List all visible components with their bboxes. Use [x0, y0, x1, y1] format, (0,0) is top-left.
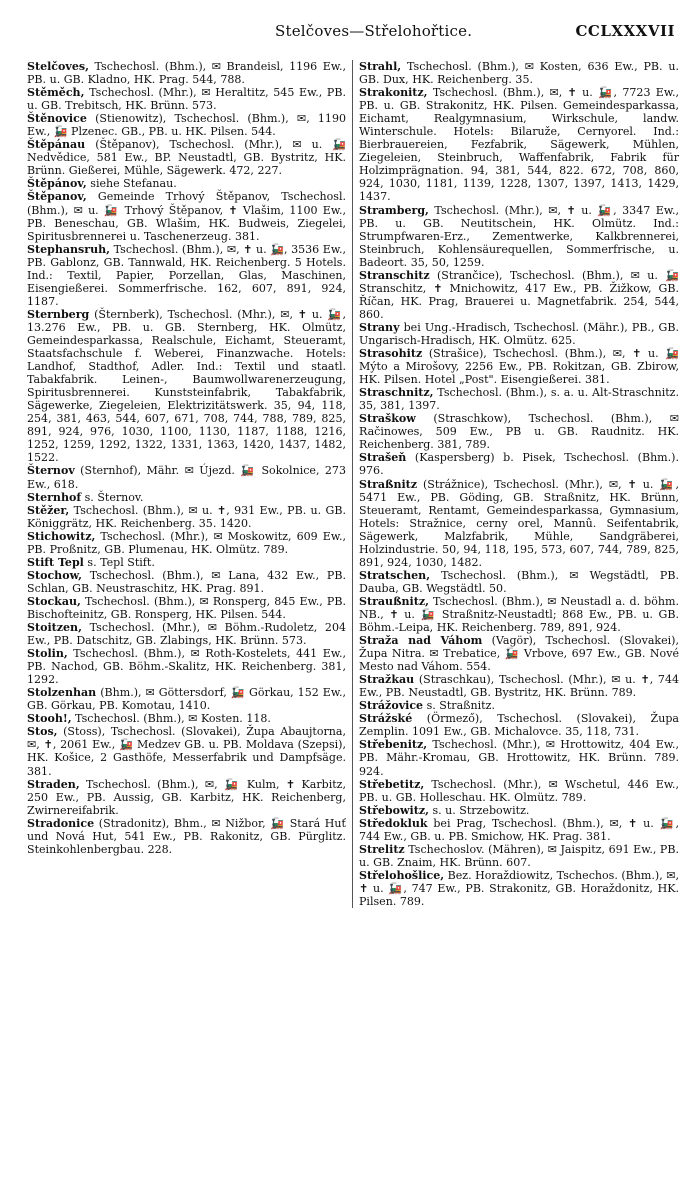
entry-text: Tschechosl. (Mhr.), ✉ Hrottowitz, 404 Ew., PB. Mähr.-Kromau, GB. Hrottowitz, HK. Brünn. 789. 924.: [359, 738, 679, 778]
entry-headword: Stockau,: [27, 594, 81, 608]
entry-headword: Štěpánov,: [27, 177, 87, 191]
gazetteer-entry: [359, 804, 679, 817]
gazetteer-entry: [27, 621, 346, 647]
entry-text: Tschechosl. (Bhm.), ✉ Lana, 432 Ew., PB. Schlan, GB. Neustraschitz, HK. Prag. 891.: [27, 568, 346, 595]
entry-text: bei Ung.-Hradisch, Tschechosl. (Mähr.), PB., GB. Ungarisch-Hradisch, HK. Olmütz. 625.: [359, 320, 679, 347]
running-title: Stelčoves—Střelohořtice.: [275, 22, 473, 40]
entry-headword: Straden,: [27, 777, 80, 791]
left-column: [27, 60, 353, 908]
gazetteer-entry: [27, 60, 346, 86]
entry-text: Gemeinde Trhový Štěpanov, Tschechosl. (Bhm.), ✉ u. 🚂 Trhový Štěpanov, ✝ Vlašim, 1100 Ew., PB. Beneschau, GB. Wlašim, HK. Budweis, Ziegelei, Spiritusbrennerei u. Taschenerzeug. 381.: [27, 190, 346, 243]
entry-headword: Stolzenhan: [27, 686, 97, 700]
entry-text: Tschechosl. (Bhm.), ✉ u. ✝, 931 Ew., PB. u. GB. Königgrätz, HK. Reichenberg. 35. 1420.: [27, 503, 346, 530]
entry-text: Tschechosl. (Bhm.), ✉ Kosten. 118.: [71, 712, 271, 726]
entry-headword: Střelohošlice,: [359, 868, 445, 882]
gazetteer-entry: [359, 817, 679, 843]
entry-text: (Örmező), Tschechosl. (Slovakei), Župa Zemplin. 1091 Ew., GB. Michalovce. 35, 118, 731.: [359, 712, 679, 739]
gazetteer-entry: [359, 634, 679, 673]
entry-text: (Šternberk), Tschechosl. (Mhr.), ✉, ✝ u. 🚂, 13.276 Ew., PB. u. GB. Sternberg, HK. Olmütz, Gemeindesparkassa, Realschule, Eichamt, Steueramt, Staatsfachschule f. Weberei, Finanzwache. Hotels: Landhof, Stadthof, Adler. Ind.: Textil und staatl. Tabakfabrik. Leinen-, Baumwollwarenerzeugung, Spiritusbrennerei. Kunststeinfabrik, Tabakfabrik, Sägewerke, Ziegeleien, Elektrizitätswerk. 35, 94, 118, 254, 381, 463, 544, 607, 671, 708, 744, 788, 789, 825, 891, 924, 976, 1030, 1100, 1130, 1187, 1188, 1216, 1252, 1259, 1292, 1322, 1331, 1363, 1420, 1437, 1482, 1522.: [27, 307, 346, 465]
entry-text: s. Straßnitz.: [423, 699, 495, 713]
entry-headword: Středokluk: [359, 816, 428, 830]
entry-text: Tschechosl. (Bhm.), ✉ Wegstädtl, PB. Dauba, GB. Wegstädtl. 50.: [359, 568, 679, 595]
entry-text: Tschechosl. (Bhm.), ✉, ✝ u. 🚂, 3536 Ew., PB. Gablonz, GB. Tannwald, HK. Reichenberg. 5 Hotels. Ind.: Textil, Papier, Porzellan, Glas, Maschinen, Eisengießerei. Sommerfrische. 162, 607, 891, 924, 1187.: [27, 242, 346, 308]
entry-text: Tschechosl. (Bhm.), ✉, 🚂 Kulm, ✝ Karbitz, 250 Ew., PB. Aussig, GB. Karbitz, HK. Reichenberg, Zwirnereifabrik.: [27, 777, 346, 817]
entry-text: s. u. Strzebowitz.: [428, 803, 530, 817]
right-column: [353, 60, 679, 908]
entry-headword: Strelitz: [359, 842, 405, 856]
gazetteer-entry: [359, 569, 679, 595]
entry-headword: Stěžer,: [27, 503, 70, 517]
gazetteer-entry: [359, 738, 679, 777]
entry-text: Tschechosl. (Bhm.), ✉ Roth-Kostelets, 441 Ew., PB. Nachod, GB. Böhm.-Skalitz, HK. Reichenberg. 381, 1292.: [27, 647, 346, 687]
entry-text: Tschechosl. (Bhm.), ✉ Ronsperg, 845 Ew., PB. Bischofteinitz, GB. Ronsperg, HK. Pilsen. 544.: [27, 594, 346, 621]
entry-text: (Strážnice), Tschechosl. (Mhr.), ✉, ✝ u. 🚂, 5471 Ew., PB. Göding, GB. Straßnitz, HK. Brünn, Steueramt, Rentamt, Gemeindesparkassa, Gymnasium, Hotels: Stražnice, cerny orel, Mannû. Seifentabrik, Sägewerk, Malzfabrik, Mühle, Sandgräberei, Holzindustrie. 50, 94, 118, 195, 573, 607, 744, 789, 825, 891, 924, 1030, 1482.: [359, 477, 679, 569]
gazetteer-entry: [27, 530, 346, 556]
entry-headword: Sternberg: [27, 307, 90, 321]
gazetteer-entry: [27, 725, 346, 777]
entry-headword: Střebenitz,: [359, 738, 428, 752]
gazetteer-entry: [359, 478, 679, 569]
entry-headword: Stolin,: [27, 647, 68, 661]
entry-headword: Šternov: [27, 464, 75, 478]
page-header: [20, 22, 675, 48]
gazetteer-entry: [359, 712, 679, 738]
entry-text: Bez. Horaždiowitz, Tschechos. (Bhm.), ✉, ✝ u. 🚂, 747 Ew., PB. Strakonitz, GB. Horaždonitz, HK. Pilsen. 789.: [359, 868, 679, 908]
entry-text: (Sternhof), Mähr. ✉ Újezd. 🚂 Sokolnice, 273 Ew., 618.: [27, 464, 346, 491]
gazetteer-entry: [27, 778, 346, 817]
entry-text: s. Šternov.: [81, 490, 144, 504]
entry-headword: Štěnovice: [27, 112, 87, 126]
entry-headword: Strasohitz: [359, 347, 423, 361]
entry-text: Tschechosl. (Bhm.), s. a. u. Alt-Straschnitz. 35, 381, 1397.: [359, 386, 679, 413]
entry-text: (Vagör), Tschechosl. (Slovakei), Župa Nitra. ✉ Trebatice, 🚂 Vrbove, 697 Ew., GB. Nové Mesto nad Váhom. 554.: [359, 634, 679, 674]
gazetteer-entry: [27, 243, 346, 308]
gazetteer-entry: [27, 569, 346, 595]
entry-text: (Stienowitz), Tschechosl. (Bhm.), ✉, 1190 Ew., 🚂 Plzenec. GB., PB. u. HK. Pilsen. 544.: [27, 112, 346, 139]
entry-headword: Straußnitz,: [359, 594, 429, 608]
entry-text: (Kaspersberg) b. Pisek, Tschechosl. (Bhm.). 976.: [359, 451, 679, 478]
entry-headword: Strážovice: [359, 699, 424, 713]
entry-text: bei Prag, Tschechosl. (Bhm.), ✉, ✝ u. 🚂, 744 Ew., GB. u. PB. Smichow, HK. Prag. 381.: [359, 816, 679, 843]
entry-headword: Strakonitz,: [359, 86, 428, 100]
gazetteer-entry: [27, 712, 346, 725]
gazetteer-entry: [359, 843, 679, 869]
entry-text: (Straschkow), Tschechosl. (Bhm.), ✉ Račinowes, 509 Ew., PB u. GB. Raudnitz. HK. Reichenberg. 381, 789.: [359, 412, 679, 452]
entry-headword: Straža nad Váhom: [359, 634, 483, 648]
entry-headword: Stos,: [27, 725, 58, 739]
gazetteer-entry: [27, 190, 346, 242]
entry-text: (Štěpanov), Tschechosl. (Mhr.), ✉ u. 🚂 Nedvědice, 581 Ew., BP. Neustadtl, GB. Bystritz, HK. Brünn. Gießerei, Mühle, Sägewerk. 472, 227.: [27, 138, 346, 178]
gazetteer-entry: [359, 269, 679, 321]
entry-headword: Střebowitz,: [359, 803, 429, 817]
entry-headword: Stěměch,: [27, 86, 85, 100]
page-number: CCLXXXVII: [575, 22, 675, 40]
gazetteer-entry: [27, 112, 346, 138]
entry-headword: Stradonice: [27, 816, 95, 830]
entry-headword: Stoitzen,: [27, 621, 82, 635]
gazetteer-entry: [359, 204, 679, 269]
entry-text: Tschechosl. (Mhr.), ✉ Heraltitz, 545 Ew., PB. u. GB. Trebitsch, HK. Brünn. 573.: [27, 86, 346, 113]
entry-headword: Straßnitz: [359, 477, 418, 491]
entry-text: (Strašice), Tschechosl. (Bhm.), ✉, ✝ u. 🚂 Mýto a Mirošovy, 2256 Ew., PB. Rokitzan, GB. Zbirow, HK. Pilsen. Hotel „Post". Eisengießerei. 381.: [359, 347, 679, 387]
entry-text: siehe Stefanau.: [86, 177, 177, 191]
gazetteer-entry: [27, 177, 346, 190]
entry-text: Tschechosl. (Mhr.), ✉, ✝ u. 🚂, 3347 Ew., PB. u. GB. Neutitschein, HK. Olmütz. Ind.: Strumpfwaren-Erz., Zementwerke, Kalkbrennerei, Steinbruch, Kohlensäurequellen, Sommerfrische, u. Badeort. 35, 50, 1259.: [359, 203, 679, 269]
gazetteer-entry: [359, 673, 679, 699]
entry-headword: Štěpánau: [27, 138, 86, 152]
entry-text: Tschechosl. (Bhm.), ✉ Kosten, 636 Ew., PB. u. GB. Dux, HK. Reichenberg. 35.: [359, 60, 679, 87]
gazetteer-columns: [27, 60, 679, 908]
entry-headword: Stephansruh,: [27, 242, 111, 256]
gazetteer-entry: [359, 869, 679, 908]
entry-headword: Stražkau: [359, 673, 415, 687]
gazetteer-entry: [359, 595, 679, 634]
entry-text: Tschechosl. (Mhr.), ✉ Wschetul, 446 Ew., PB. u. GB. Holleschau. HK. Olmütz. 789.: [359, 777, 679, 804]
gazetteer-entry: [359, 699, 679, 712]
gazetteer-entry: [27, 86, 346, 112]
entry-text: Tschechoslov. (Mähren), ✉ Jaispitz, 691 Ew., PB. u. GB. Znaim, HK. Brünn. 607.: [359, 842, 679, 869]
gazetteer-entry: [27, 491, 346, 504]
gazetteer-entry: [27, 686, 346, 712]
gazetteer-entry: [27, 464, 346, 490]
gazetteer-entry: [359, 778, 679, 804]
entry-text: (Stoss), Tschechosl. (Slovakei), Župa Abaujtorna, ✉, ✝, 2061 Ew., 🚂 Medzev GB. u. PB. Moldava (Szepsi), HK. Košice, 2 Gasthöfe, Messerfabrik und Dampfsäge. 381.: [27, 725, 346, 778]
entry-text: (Stradonitz), Bhm., ✉ Nižbor, 🚂 Stará Huť und Nová Hut, 541 Ew., PB. Rakonitz, GB. Pürglitz. Steinkohlenbergbau. 228.: [27, 816, 346, 856]
gazetteer-entry: [27, 817, 346, 856]
gazetteer-entry: [359, 347, 679, 386]
gazetteer-entry: [359, 321, 679, 347]
entry-text: Tschechosl. (Bhm.), ✉ Brandeisl, 1196 Ew., PB. u. GB. Kladno, HK. Prag. 544, 788.: [27, 60, 346, 87]
gazetteer-entry: [359, 60, 679, 86]
entry-headword: Sternhof: [27, 490, 82, 504]
entry-headword: Střebetitz,: [359, 777, 425, 791]
entry-text: Tschechosl. (Bhm.), ✉, ✝ u. 🚂, 7723 Ew., PB. u. GB. Strakonitz, HK. Pilsen. Gemeindesparkassa, Eichamt, Realgymnasium, Wirkschule, landw. Winterschule. Hotels: Bilaruže, Cernyorel. Ind.: Bierbrauereien, Fezfabrik, Sägewerk, Mühlen, Ziegeleien, Steinbruch, Waffenfabrik, Fabrik für Holzimprägnation. 94, 381, 544, 822. 672, 708, 860, 924, 1030, 1181, 1139, 1228, 1307, 1397, 1413, 1429, 1437.: [359, 86, 679, 204]
entry-headword: Strážské: [359, 712, 413, 726]
entry-headword: Stratschen,: [359, 568, 431, 582]
entry-headword: Stramberg,: [359, 203, 429, 217]
entry-text: Tschechosl. (Mhr.), ✉ Moskowitz, 609 Ew., PB. Proßnitz, GB. Plumenau, HK. Olmütz. 789.: [27, 529, 346, 556]
entry-text: Tschechosl. (Mhr.), ✉ Böhm.-Rudoletz, 204 Ew., PB. Datschitz, GB. Zlabings, HK. Brünn. 573.: [27, 621, 346, 648]
entry-headword: Stochow,: [27, 568, 83, 582]
entry-text: (Bhm.), ✉ Göttersdorf, 🚂 Görkau, 152 Ew., GB. Görkau, PB. Komotau, 1410.: [27, 686, 346, 713]
entry-headword: Stelčoves,: [27, 60, 89, 73]
gazetteer-entry: [27, 556, 346, 569]
entry-headword: Stichowitz,: [27, 529, 96, 543]
entry-headword: Strašeň: [359, 451, 407, 465]
gazetteer-entry: [27, 308, 346, 465]
gazetteer-entry: [359, 412, 679, 451]
entry-headword: Straškow: [359, 412, 416, 426]
entry-headword: Štěpanov,: [27, 190, 87, 204]
entry-headword: Strahl,: [359, 60, 402, 73]
entry-headword: Stift Tepl: [27, 555, 84, 569]
entry-headword: Straschnitz,: [359, 386, 434, 400]
gazetteer-entry: [359, 386, 679, 412]
gazetteer-entry: [27, 647, 346, 686]
entry-headword: Strany: [359, 320, 400, 334]
entry-text: s. Tepl Stift.: [83, 555, 155, 569]
entry-text: (Straschkau), Tschechosl. (Mhr.), ✉ u. ✝, 744 Ew., PB. Neustadtl, GB. Bystritz, HK. Brünn. 789.: [359, 673, 679, 700]
entry-headword: Stranschitz: [359, 268, 430, 282]
gazetteer-entry: [27, 595, 346, 621]
entry-headword: Stooh!,: [27, 712, 72, 726]
gazetteer-entry: [359, 451, 679, 477]
gazetteer-entry: [359, 86, 679, 203]
gazetteer-entry: [27, 504, 346, 530]
entry-text: (Strančice), Tschechosl. (Bhm.), ✉ u. 🚂 Stranschitz, ✝ Mnichowitz, 417 Ew., PB. Žižkow, GB. Říčan, HK. Prag, Brauerei u. Magnetfabrik. 254, 544, 860.: [359, 268, 679, 321]
entry-text: Tschechosl. (Bhm.), ✉ Neustadl a. d. böhm. NB., ✝ u. 🚂 Straßnitz-Neustadtl; 868 Ew., PB. u. GB. Böhm.-Leipa, HK. Reichenberg. 789, 891, 924.: [359, 594, 679, 635]
gazetteer-entry: [27, 138, 346, 177]
